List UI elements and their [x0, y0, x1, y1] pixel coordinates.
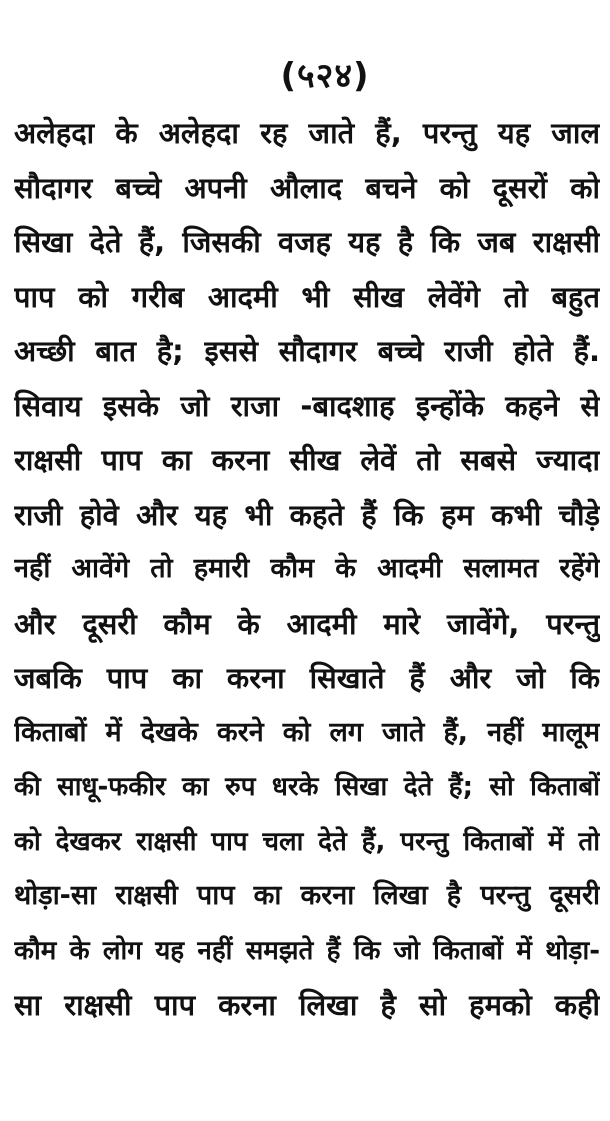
text-line-2: सौदागर बच्चे अपनी औलाद बचने को दूसरों को	[14, 170, 600, 205]
text-line-9: नहीं आवेंगे तो हमारी कौम के आदमी सलामत रहेंगे	[14, 553, 600, 584]
text-line-6: सिवाय इसके जो राजा -बादशाह इन्होंके कहने से	[14, 388, 600, 423]
text-line-5: अच्छी बात है; इससे सौदागर बच्चे राजी होते हैं.	[14, 334, 600, 368]
text-line-1: अलेहदा के अलेहदा रह जाते हैं, परन्तु यह जाल	[14, 116, 600, 150]
page-number: (५२४)	[280, 56, 370, 96]
text-line-17: सा राक्षसी पाप करना लिखा है सो हमको कही	[14, 988, 600, 1022]
text-line-14: को देखकर राक्षसी पाप चला देते हैं, परन्तु किताबों में तो	[14, 826, 600, 857]
text-line-4: पाप को गरीब आदमी भी सीख लेवेंगे तो बहुत	[14, 279, 600, 314]
text-line-15: थोड़ा-सा राक्षसी पाप का करना लिखा है परन्तु दूसरी	[14, 880, 600, 911]
text-line-8: राजी होवे और यह भी कहते हैं कि हम कभी चौड़े	[14, 497, 600, 532]
text-line-12: किताबों में देखके करने को लग जाते हैं, नहीं मालूम	[14, 716, 600, 748]
text-line-3: सिखा देते हैं, जिसकी वजह यह है कि जब राक्षसी	[14, 225, 600, 259]
text-line-16: कौम के लोग यह नहीं समझते हैं कि जो किताबों में थोड़ा-	[14, 935, 600, 966]
text-line-7: राक्षसी पाप का करना सीख लेवें तो सबसे ज्यादा	[14, 443, 600, 477]
text-line-13: की साधू-फकीर का रुप धरके सिखा देते हैं; सो किताबों	[14, 772, 600, 802]
text-line-11: जबकि पाप का करना सिखाते हैं और जो कि	[14, 661, 600, 695]
text-line-10: और दूसरी कौम के आदमी मारे जावेंगे, परन्तु	[14, 606, 600, 641]
body-text	[14, 106, 600, 1033]
